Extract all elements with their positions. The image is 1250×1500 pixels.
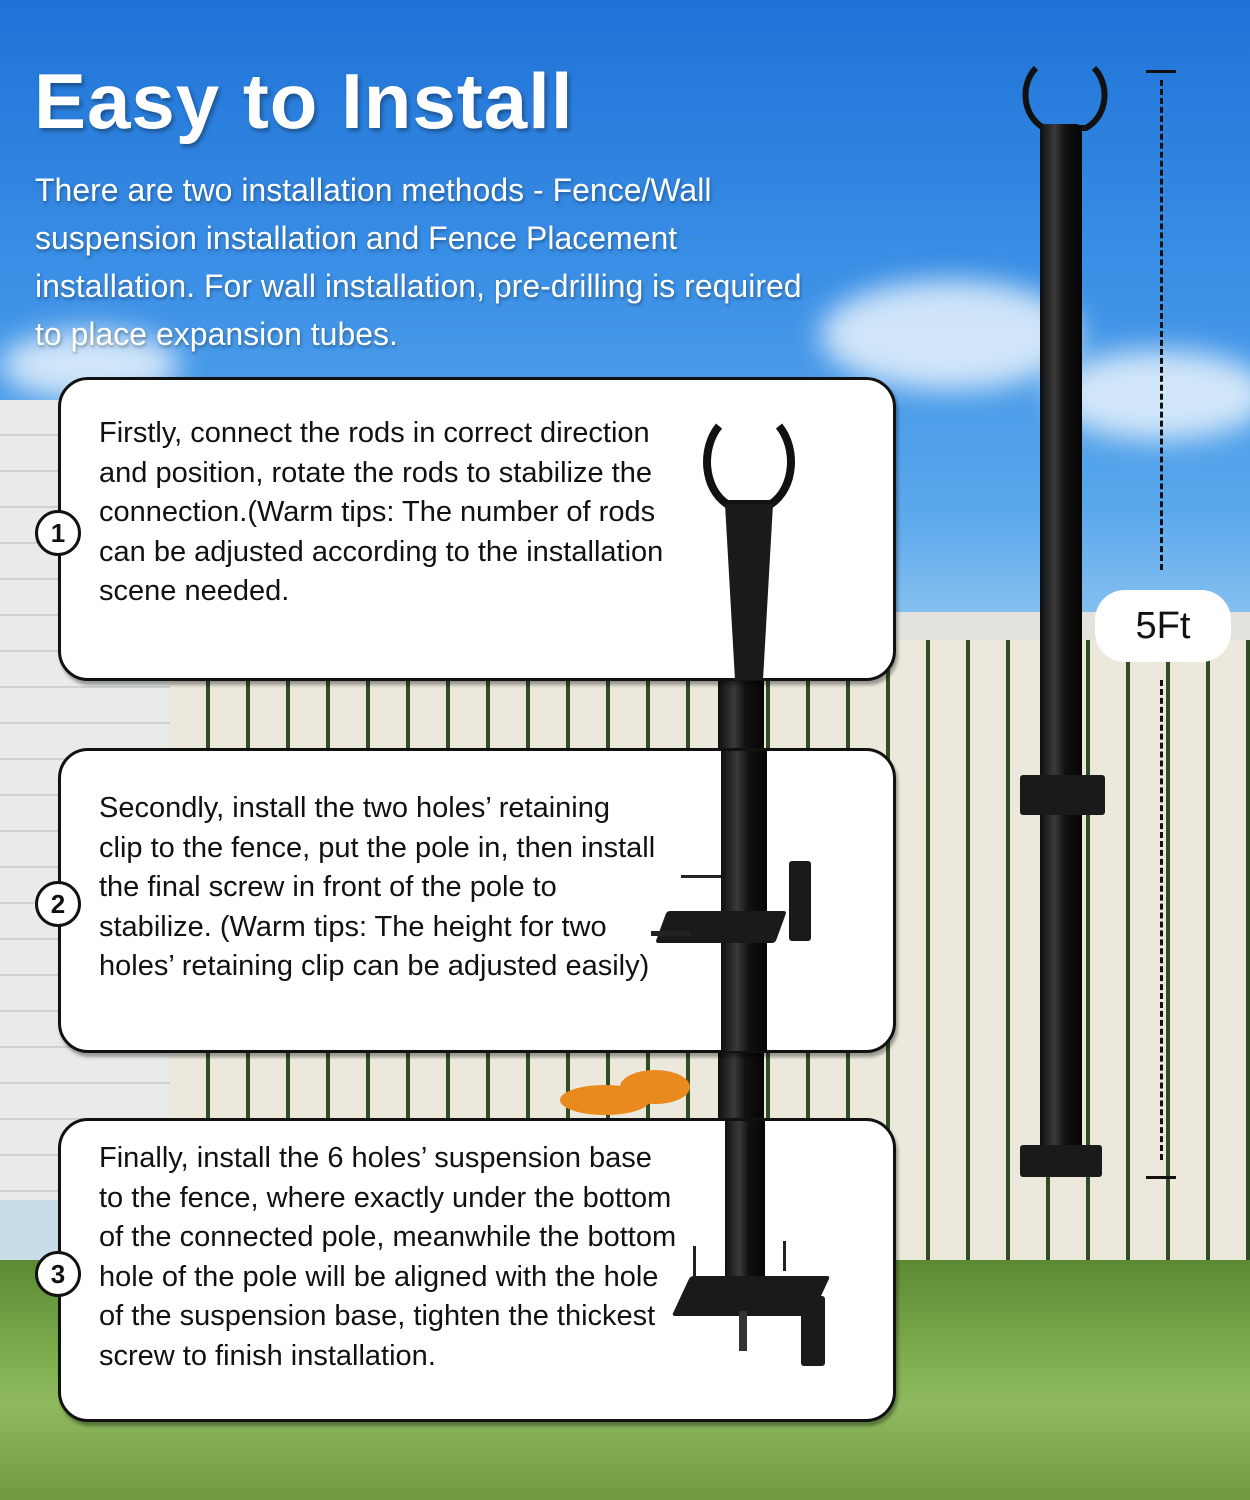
bolt-icon [739, 1311, 747, 1351]
measure-line-top [1160, 80, 1163, 570]
step-number-badge: 2 [35, 881, 81, 927]
retaining-clip-icon [655, 911, 787, 943]
pole-segment [721, 751, 767, 1051]
suspension-base-icon [801, 1296, 825, 1366]
measure-line-bottom [1160, 680, 1163, 1160]
suspension-base-icon [1020, 1145, 1102, 1177]
hook-rod-icon [699, 418, 799, 680]
page-title: Easy to Install [34, 57, 574, 145]
step-text: Finally, install the 6 holes’ suspension base to the fence, where exactly under the bottom of the connected pole, meanwhile the bottom hole of the pole will be aligned with the hole of the suspension base, tighten the thickest screw to finish installation. [99, 1142, 677, 1372]
step-card-3 [50, 1118, 896, 1422]
screw-icon [783, 1241, 786, 1271]
step-number-badge: 1 [35, 510, 81, 556]
step-card-1 [50, 377, 896, 681]
retaining-clip-icon [789, 861, 811, 941]
intro-text: There are two installation methods - Fence/Wall suspension installation and Fence Placement installation. For wall installation, pre-drilling is required to place expansion tubes. [35, 172, 802, 352]
height-label-badge: 5Ft [1095, 590, 1231, 662]
screw-icon [681, 875, 721, 878]
step-number-badge: 3 [35, 1251, 81, 1297]
pole-segment [725, 1121, 765, 1301]
full-pole [1040, 124, 1082, 1154]
step-text: Secondly, install the two holes’ retaining clip to the fence, put the pole in, then install the final screw in front of the pole to stabilize. (Warm tips: The height for two holes’ retaining clip can be adjusted easily) [99, 792, 656, 982]
screw-icon [651, 931, 691, 936]
measure-top-cap [1146, 70, 1176, 73]
step-card-2 [50, 748, 896, 1053]
screw-icon [693, 1246, 696, 1276]
step-text: Firstly, connect the rods in correct direction and position, rotate the rods to stabilize the connection.(Warm tips: The number of rods can be adjusted according to the installation scene needed. [99, 417, 664, 607]
retaining-clip-icon [1020, 775, 1105, 815]
measure-bottom-cap [1146, 1176, 1176, 1179]
flower-decoration [620, 1070, 690, 1104]
